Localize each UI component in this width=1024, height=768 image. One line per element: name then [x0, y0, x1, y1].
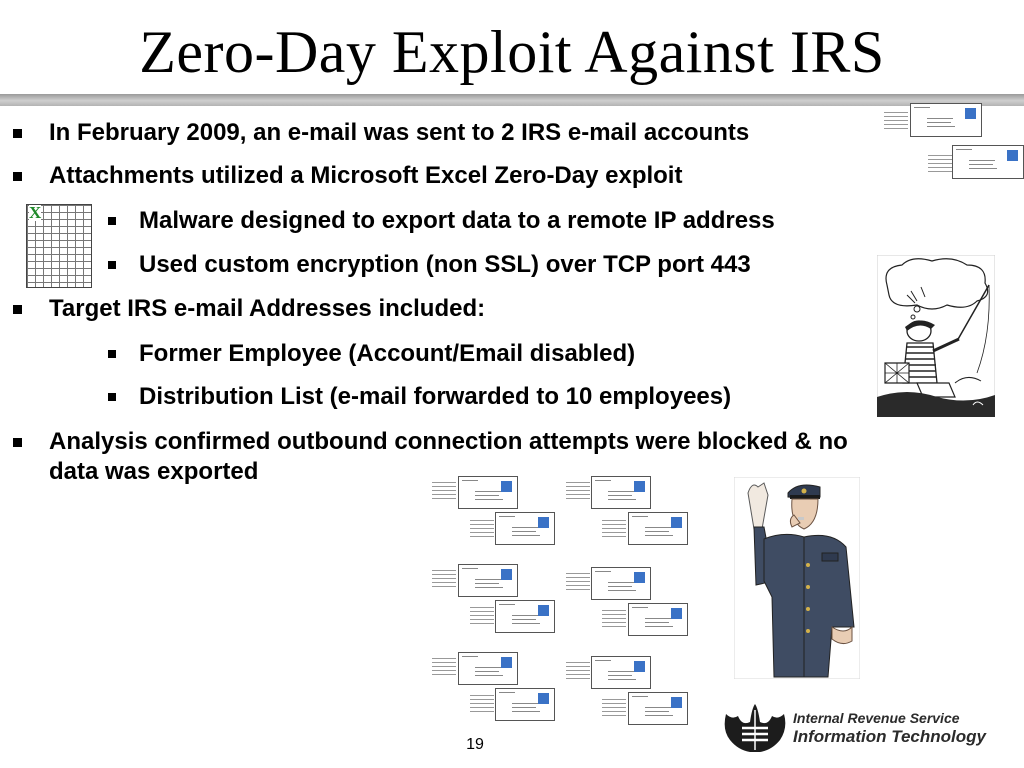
bullet-text: Used custom encryption (non SSL) over TCP port 443: [139, 251, 751, 278]
envelope-icon: [495, 688, 555, 721]
page-number: 19: [466, 736, 484, 753]
bullet-text: Target IRS e-mail Addresses included:: [49, 295, 486, 322]
bullet-text: Malware designed to export data to a remote IP address: [139, 207, 775, 234]
bullet-email-sent: [49, 118, 749, 147]
bullet-text: Former Employee (Account/Email disabled): [139, 340, 636, 367]
motion-lines: [928, 155, 952, 173]
envelope-icon: [628, 603, 688, 636]
envelope-icon: [495, 512, 555, 545]
envelope-icon: [910, 103, 982, 137]
bullet-square-icon: [13, 129, 22, 138]
bullet-text: In February 2009, an e-mail was sent to 2 IRS e-mail accounts: [49, 119, 750, 146]
sub-bullet-distribution-list: [139, 382, 731, 411]
org-name-line-1: Internal Revenue Service: [793, 710, 960, 726]
bullet-text: Analysis confirmed outbound connection attempts were blocked & no: [49, 428, 848, 455]
envelope-icon: [591, 656, 651, 689]
envelope-icon: [458, 564, 518, 597]
envelope-icon: [458, 652, 518, 685]
bullet-square-icon: [13, 305, 22, 314]
envelope-icon: [591, 567, 651, 600]
envelope-icon: [952, 145, 1024, 179]
excel-icon: X: [29, 203, 42, 222]
bullet-square-icon: [13, 438, 22, 447]
bullet-text: Distribution List (e-mail forwarded to 10 employees): [139, 383, 732, 410]
bullet-text: data was exported: [49, 458, 259, 485]
slide-title: Zero-Day Exploit Against IRS: [139, 19, 885, 85]
spreadsheet-icon: [26, 204, 92, 288]
bullet-square-icon: [108, 217, 116, 225]
police-officer-illustration: [734, 477, 860, 679]
bullet-square-icon: [13, 172, 22, 181]
bullet-target-addresses: [49, 294, 485, 323]
title-divider: [0, 94, 1024, 106]
bullet-attachments: [49, 161, 682, 190]
bullet-square-icon: [108, 393, 116, 401]
bullet-square-icon: [108, 350, 116, 358]
envelope-icon: [495, 600, 555, 633]
bullet-square-icon: [108, 261, 116, 269]
envelope-icon: [458, 476, 518, 509]
sub-bullet-encryption: [139, 250, 751, 279]
envelope-icon: [628, 512, 688, 545]
irs-eagle-logo-icon: [720, 700, 790, 756]
fisherman-illustration: [877, 255, 995, 417]
bullet-analysis: [49, 427, 848, 456]
envelope-icon: [628, 692, 688, 725]
sub-bullet-malware: [139, 206, 775, 235]
bullet-text: Attachments utilized a Microsoft Excel Zero-Day exploit: [49, 162, 683, 189]
org-name-line-2: Information Technology: [793, 727, 986, 746]
motion-lines: [884, 112, 908, 130]
envelope-icon: [591, 476, 651, 509]
bullet-analysis-continued: [49, 457, 258, 486]
sub-bullet-former-employee: [139, 339, 635, 368]
